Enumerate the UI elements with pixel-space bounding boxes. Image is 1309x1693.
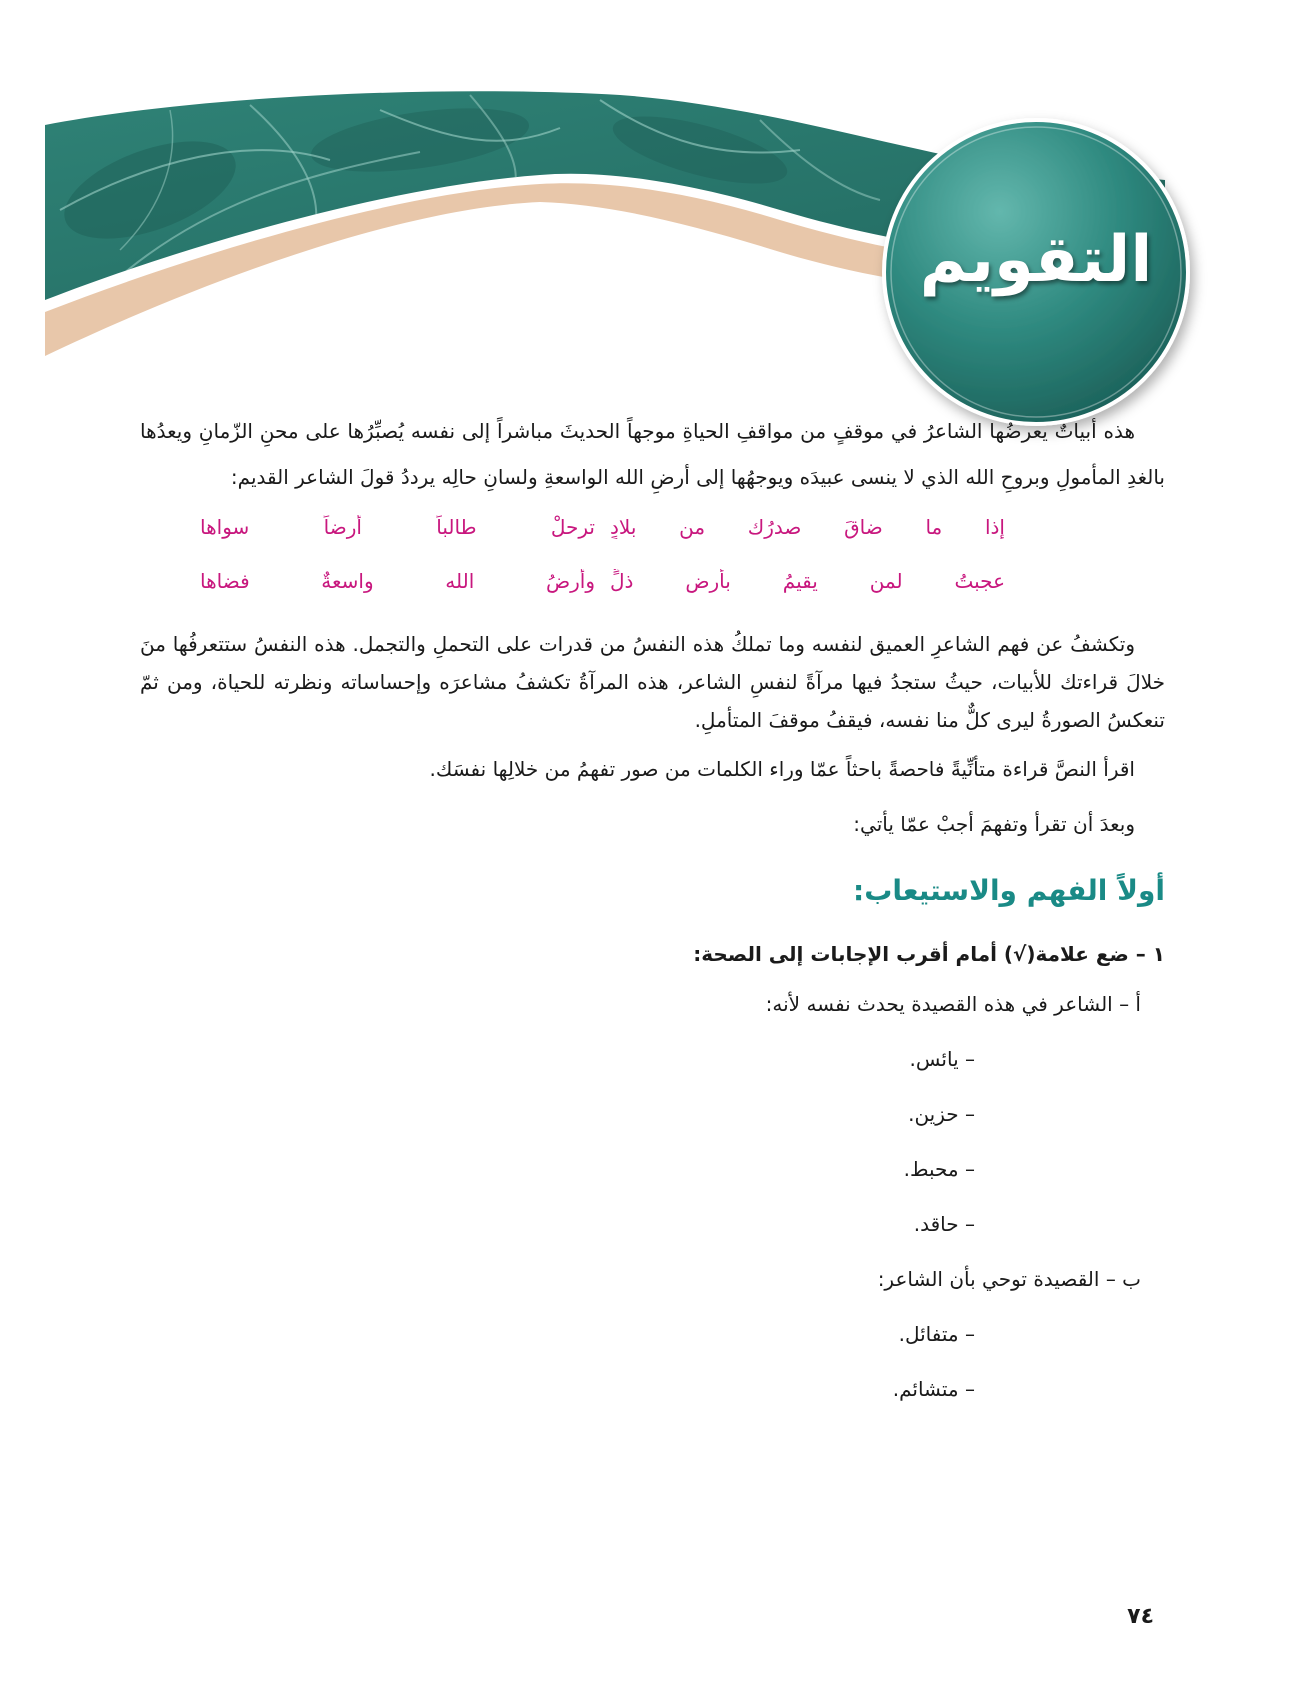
poem-verse	[140, 500, 1165, 554]
poem-hemistich-first: إذا ما ضاقَ صدرُك من بلادٍ	[610, 515, 1005, 539]
question-1a-options	[140, 1032, 1165, 1252]
reading-instruction: اقرأ النصَّ قراءة متأنِّيةً فاحصةً باحثاً عمّا وراء الكلمات من صور تفهمُ من خلالِها نفسَك.	[429, 757, 1135, 781]
poem-hemistich-second: ترحلْ طالباً أرضاً سواها	[200, 515, 595, 539]
section-heading: أولاً الفهم والاستيعاب:	[853, 874, 1165, 907]
poem-hemistich-first: عجبتُ لمن يقيمُ بأرضِ ذلٍّ	[610, 569, 1005, 593]
body-paragraph: وتكشفُ عن فهم الشاعرِ العميق لنفسه وما تملكُ هذه النفسُ من قدرات على التحملِ والتجمل. هذه النفسُ ستتعرفُها منَ خلالَ قراءتك للأبيات، حيثُ ستجدُ فيها مرآةً لنفسِ الشاعر، هذه المرآةُ تكشفُ مشاعرَه وإحساساته ونظرته للحياة، ومن ثمّ تنعكسُ الصورةُ ليرى كلٌّ منا نفسه، فيقفُ موقفَ المتأملِ.	[140, 632, 1165, 732]
answer-option: – متشائم.	[892, 1377, 975, 1401]
intro-paragraph: هذه أبياتٌ يعرضُها الشاعرُ في موقفٍ من مواقفِ الحياةِ موجهاً الحديثَ مباشراً إلى نفسه يُصبِّرُها على محنِ الزّمانِ ويعدُها بالغدِ المأمولِ وبروحِ الله الذي لا ينسى عبيدَه ويوجهُها إلى أرضِ الله الواسعةِ ولسانِ حالِه يرددُ قولَ الشاعر القديم:	[140, 419, 1165, 489]
poem-verse	[140, 554, 1165, 608]
lesson-content	[140, 408, 1165, 1417]
question-1b-options	[140, 1307, 1165, 1417]
answer-option: – متفائل.	[898, 1322, 975, 1346]
page-number: ٧٤	[1127, 1604, 1154, 1629]
question-1-prompt: ١ – ضع علامة(√) أمام أقرب الإجابات إلى الصحة:	[693, 942, 1165, 966]
answer-instruction: وبعدَ أن تقرأ وتفهمَ أجبْ عمّا يأتي:	[853, 812, 1135, 836]
question-1a-stem: أ – الشاعر في هذه القصيدة يحدث نفسه لأنه:	[765, 992, 1141, 1016]
answer-option: – محبط.	[903, 1157, 975, 1181]
title-badge	[880, 120, 1192, 424]
answer-option: – يائس.	[909, 1047, 975, 1071]
poem-hemistich-second: وأرضُ الله واسعةٌ فضاها	[200, 569, 595, 593]
page-title: التقويم	[919, 223, 1153, 297]
question-1b-stem: ب – القصيدة توحي بأن الشاعر:	[877, 1267, 1141, 1291]
poem-block	[140, 500, 1165, 608]
answer-option: – حاقد.	[913, 1212, 975, 1236]
answer-option: – حزين.	[908, 1102, 975, 1126]
